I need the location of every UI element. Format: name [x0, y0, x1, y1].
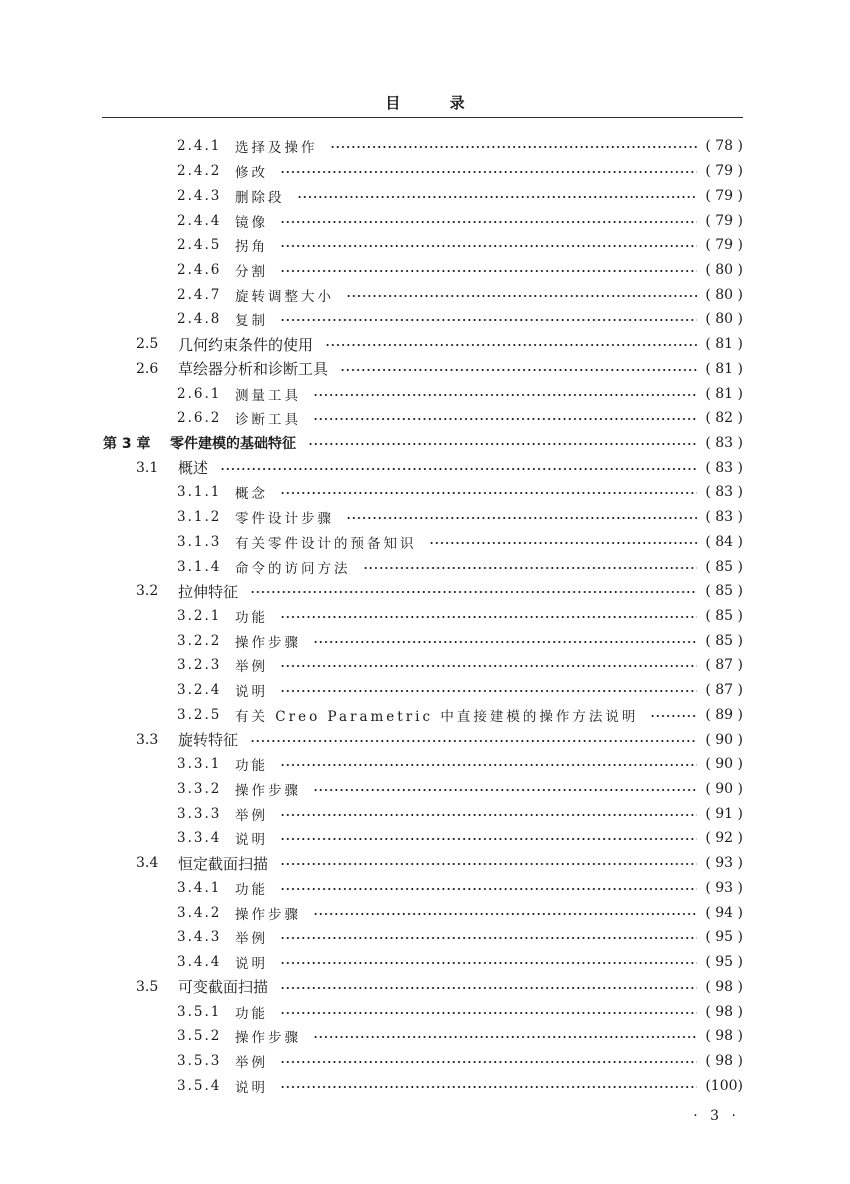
toc-subsection-entry[interactable] — [0, 208, 850, 233]
toc-entry-page: ( 85 ) — [705, 558, 743, 575]
toc-entry-title: 几何约束条件的使用 — [178, 335, 314, 354]
toc-entry-number: 2.4.6 — [177, 261, 222, 278]
toc-entry-number: 2.4.2 — [177, 163, 222, 180]
toc-chapter-entry[interactable] — [0, 431, 850, 456]
toc-entry-title: 说明 — [235, 684, 268, 701]
toc-entry-title: 旋转特征 — [178, 731, 239, 750]
toc-dot-leader — [325, 343, 697, 347]
toc-entry-title: 恒定截面扫描 — [178, 854, 269, 873]
toc-entry-title: 修改 — [235, 165, 268, 182]
toc-entry-page: ( 82 ) — [705, 410, 743, 427]
toc-dot-leader — [280, 689, 697, 693]
toc-dot-leader — [340, 368, 697, 372]
toc-dot-leader — [313, 912, 697, 916]
toc-dot-leader — [346, 516, 697, 520]
toc-entry-page: ( 90 ) — [705, 731, 743, 748]
toc-entry-number: 3.5 — [136, 978, 159, 995]
toc-dot-leader — [313, 640, 697, 644]
toc-subsection-entry[interactable] — [0, 777, 850, 802]
toc-dot-leader — [280, 244, 697, 248]
toc-entry-page: ( 83 ) — [705, 459, 743, 476]
toc-entry-title: 可变截面扫描 — [178, 978, 269, 997]
toc-dot-leader — [650, 714, 697, 718]
toc-entry-page: ( 83 ) — [705, 434, 743, 451]
toc-entry-title: 说明 — [235, 832, 268, 849]
toc-entry-number: 3.1.1 — [177, 484, 222, 501]
toc-entry-page: ( 90 ) — [705, 756, 743, 773]
toc-entry-page: ( 79 ) — [705, 187, 743, 204]
toc-entry-title: 零件设计步骤 — [235, 511, 334, 528]
toc-entry-title: 分割 — [235, 263, 268, 280]
toc-entry-number: 3.2 — [136, 583, 159, 600]
toc-dot-leader — [313, 417, 697, 421]
toc-entry-number: 3.2.3 — [177, 657, 222, 674]
toc-entry-number: 3.3 — [136, 731, 159, 748]
toc-dot-leader — [280, 615, 697, 619]
toc-entry-number: 2.4.8 — [177, 311, 222, 328]
toc-entry-number: 3.1.3 — [177, 533, 222, 550]
toc-entry-page: ( 81 ) — [705, 385, 743, 402]
toc-section-entry[interactable] — [0, 974, 850, 999]
toc-entry-page: ( 94 ) — [705, 904, 743, 921]
toc-dot-leader — [313, 788, 697, 792]
toc-subsection-entry[interactable] — [0, 406, 850, 431]
toc-dot-leader — [280, 986, 697, 990]
toc-entry-title: 测量工具 — [235, 387, 301, 404]
toc-entry-page: ( 98 ) — [705, 1052, 743, 1069]
toc-subsection-entry[interactable] — [0, 183, 850, 208]
toc-entry-title: 概念 — [235, 486, 268, 503]
toc-dot-leader — [280, 170, 697, 174]
toc-entry-number: 3.2.2 — [177, 632, 222, 649]
toc-entry-number: 3.4.1 — [177, 879, 222, 896]
toc-subsection-entry[interactable] — [0, 678, 850, 703]
toc-entry-title: 举例 — [235, 807, 268, 824]
toc-subsection-entry[interactable] — [0, 134, 850, 159]
toc-entry-number: 3.2.5 — [177, 706, 222, 723]
toc-entry-title: 拐角 — [235, 239, 268, 256]
toc-entry-title: 举例 — [235, 931, 268, 948]
toc-entry-page: ( 98 ) — [705, 1003, 743, 1020]
toc-entry-title: 操作步骤 — [235, 783, 301, 800]
toc-dot-leader — [280, 664, 697, 668]
toc-entry-page: ( 81 ) — [705, 360, 743, 377]
toc-dot-leader — [250, 739, 697, 743]
toc-entry-title: 删除段 — [235, 189, 285, 206]
toc-entry-page: ( 80 ) — [705, 286, 743, 303]
toc-entry-title: 举例 — [235, 659, 268, 676]
toc-dot-leader — [297, 195, 698, 199]
toc-entry-page: ( 89 ) — [705, 706, 743, 723]
toc-entry-page: ( 80 ) — [705, 261, 743, 278]
toc-entry-number: 2.4.5 — [177, 237, 222, 254]
page-number: · 3 · — [693, 1108, 740, 1124]
toc-entry-page: ( 90 ) — [705, 781, 743, 798]
toc-entry-number: 3.3.1 — [177, 756, 222, 773]
toc-section-entry[interactable] — [0, 332, 850, 357]
toc-entry-page: ( 87 ) — [705, 657, 743, 674]
toc-entry-number: 3.4.4 — [177, 954, 222, 971]
toc-entry-title: 功能 — [235, 758, 268, 775]
toc-subsection-entry[interactable] — [0, 653, 850, 678]
toc-dot-leader — [280, 1060, 697, 1064]
toc-entry-number: 3.1.2 — [177, 509, 222, 526]
toc-dot-leader — [280, 491, 697, 495]
toc-entry-page: ( 83 ) — [705, 509, 743, 526]
toc-section-entry[interactable] — [0, 579, 850, 604]
toc-entry-page: ( 85 ) — [705, 632, 743, 649]
toc-entry-title: 镜像 — [235, 214, 268, 231]
toc-subsection-entry[interactable] — [0, 530, 850, 555]
toc-entry-title: 草绘器分析和诊断工具 — [178, 360, 329, 379]
toc-dot-leader — [280, 936, 697, 940]
toc-entry-number: 3.1 — [136, 459, 159, 476]
toc-subsection-entry[interactable] — [0, 752, 850, 777]
toc-subsection-entry[interactable] — [0, 480, 850, 505]
toc-dot-leader — [429, 541, 698, 545]
toc-dot-leader — [280, 763, 697, 767]
toc-dot-leader — [280, 961, 697, 965]
toc-subsection-entry[interactable] — [0, 925, 850, 950]
toc-entry-number: 2.6.2 — [177, 410, 222, 427]
toc-entry-page: ( 85 ) — [705, 583, 743, 600]
toc-subsection-entry[interactable] — [0, 159, 850, 184]
toc-section-entry[interactable] — [0, 455, 850, 480]
header-rule — [102, 117, 743, 118]
toc-dot-leader — [220, 467, 697, 471]
toc-section-entry[interactable] — [0, 727, 850, 752]
toc-entry-number: 2.4.7 — [177, 286, 222, 303]
toc-entry-number: 3.5.4 — [177, 1077, 222, 1094]
toc-entry-page: ( 79 ) — [705, 212, 743, 229]
page-header-title: 目 录 — [385, 94, 487, 112]
toc-dot-leader — [280, 318, 697, 322]
toc-dot-leader — [313, 393, 697, 397]
toc-section-entry[interactable] — [0, 851, 850, 876]
toc-entry-page: ( 80 ) — [705, 311, 743, 328]
toc-entry-title: 复制 — [235, 313, 268, 330]
toc-subsection-entry[interactable] — [0, 233, 850, 258]
toc-entry-page: ( 93 ) — [705, 855, 743, 872]
toc-subsection-entry[interactable] — [0, 505, 850, 530]
toc-entry-number: 2.4.3 — [177, 187, 222, 204]
toc-subsection-entry[interactable] — [0, 1024, 850, 1049]
toc-entry-number: 3.2.4 — [177, 682, 222, 699]
toc-entry-title: 旋转调整大小 — [235, 288, 334, 305]
toc-subsection-entry[interactable] — [0, 381, 850, 406]
toc-entry-title: 功能 — [235, 610, 268, 627]
toc-subsection-entry[interactable] — [0, 1049, 850, 1074]
toc-entry-title: 有关 Creo Parametric 中直接建模的操作方法说明 — [235, 708, 639, 725]
toc-dot-leader — [313, 1035, 697, 1039]
toc-entry-title: 有关零件设计的预备知识 — [235, 535, 417, 552]
toc-entry-page: ( 95 ) — [705, 929, 743, 946]
toc-dot-leader — [280, 837, 697, 841]
toc-entry-title: 操作步骤 — [235, 634, 301, 651]
toc-entry-number: 3.3.4 — [177, 830, 222, 847]
toc-entry-number: 3.4.3 — [177, 929, 222, 946]
toc-entry-title: 操作步骤 — [235, 906, 301, 923]
toc-entry-page: ( 78 ) — [705, 138, 743, 155]
toc-entry-page: ( 91 ) — [705, 805, 743, 822]
toc-subsection-entry[interactable] — [0, 258, 850, 283]
toc-entry-page: ( 79 ) — [705, 237, 743, 254]
toc-subsection-entry[interactable] — [0, 950, 850, 975]
toc-dot-leader — [280, 862, 697, 866]
toc-entry-number: 2.6.1 — [177, 385, 222, 402]
toc-entry-number: 2.5 — [136, 336, 159, 353]
toc-entry-number: 3.3.2 — [177, 781, 222, 798]
toc-entry-page: ( 93 ) — [705, 879, 743, 896]
toc-subsection-entry[interactable] — [0, 900, 850, 925]
toc-entry-page: (100) — [705, 1077, 743, 1094]
toc-entry-number: 2.4.1 — [177, 138, 222, 155]
toc-subsection-entry[interactable] — [0, 307, 850, 332]
toc-subsection-entry[interactable] — [0, 876, 850, 901]
toc-entry-number: 3.5.2 — [177, 1028, 222, 1045]
toc-entry-title: 命令的访问方法 — [235, 560, 351, 577]
toc-entry-page: ( 85 ) — [705, 608, 743, 625]
toc-dot-leader — [280, 269, 697, 273]
toc-entry-page: ( 92 ) — [705, 830, 743, 847]
toc-entry-number: 3.4 — [136, 855, 159, 872]
toc-subsection-entry[interactable] — [0, 604, 850, 629]
toc-entry-title: 概述 — [178, 459, 209, 478]
toc-entry-page: ( 79 ) — [705, 163, 743, 180]
toc-subsection-entry[interactable] — [0, 1073, 850, 1098]
toc-dot-leader — [250, 590, 697, 594]
toc-subsection-entry[interactable] — [0, 554, 850, 579]
toc-entry-page: ( 81 ) — [705, 336, 743, 353]
toc-section-entry[interactable] — [0, 356, 850, 381]
toc-entry-page: ( 98 ) — [705, 1028, 743, 1045]
toc-entry-number: 3.3.3 — [177, 805, 222, 822]
toc-entry-number: 3.5.3 — [177, 1052, 222, 1069]
table-of-contents — [0, 134, 850, 1098]
toc-dot-leader — [363, 566, 698, 570]
toc-dot-leader — [280, 887, 697, 891]
toc-dot-leader — [330, 145, 698, 149]
toc-entry-number: 3.5.1 — [177, 1003, 222, 1020]
toc-entry-page: ( 87 ) — [705, 682, 743, 699]
toc-entry-page: ( 95 ) — [705, 954, 743, 971]
toc-entry-title: 功能 — [235, 881, 268, 898]
toc-entry-title: 选择及操作 — [235, 140, 318, 157]
toc-entry-number: 3.2.1 — [177, 608, 222, 625]
toc-dot-leader — [346, 294, 697, 298]
toc-entry-number: 2.6 — [136, 360, 159, 377]
toc-dot-leader — [280, 220, 697, 224]
toc-entry-page: ( 98 ) — [705, 978, 743, 995]
toc-entry-title: 零件建模的基础特征 — [170, 435, 296, 452]
toc-entry-title: 举例 — [235, 1054, 268, 1071]
toc-entry-number: 2.4.4 — [177, 212, 222, 229]
toc-dot-leader — [280, 1011, 697, 1015]
toc-dot-leader — [280, 813, 697, 817]
toc-dot-leader — [280, 1085, 697, 1089]
toc-subsection-entry[interactable] — [0, 801, 850, 826]
toc-entry-title: 诊断工具 — [235, 412, 301, 429]
toc-subsection-entry[interactable] — [0, 282, 850, 307]
toc-entry-page: ( 83 ) — [705, 484, 743, 501]
toc-entry-number: 第 3 章 — [103, 435, 151, 452]
toc-entry-title: 说明 — [235, 1079, 268, 1096]
toc-subsection-entry[interactable] — [0, 628, 850, 653]
toc-entry-number: 3.1.4 — [177, 558, 222, 575]
toc-entry-title: 功能 — [235, 1005, 268, 1022]
toc-entry-page: ( 84 ) — [705, 533, 743, 550]
toc-subsection-entry[interactable] — [0, 826, 850, 851]
toc-entry-title: 拉伸特征 — [178, 582, 239, 601]
toc-subsection-entry[interactable] — [0, 999, 850, 1024]
toc-entry-title: 说明 — [235, 956, 268, 973]
toc-subsection-entry[interactable] — [0, 703, 850, 728]
toc-entry-title: 操作步骤 — [235, 1030, 301, 1047]
toc-entry-number: 3.4.2 — [177, 904, 222, 921]
toc-dot-leader — [308, 442, 697, 446]
